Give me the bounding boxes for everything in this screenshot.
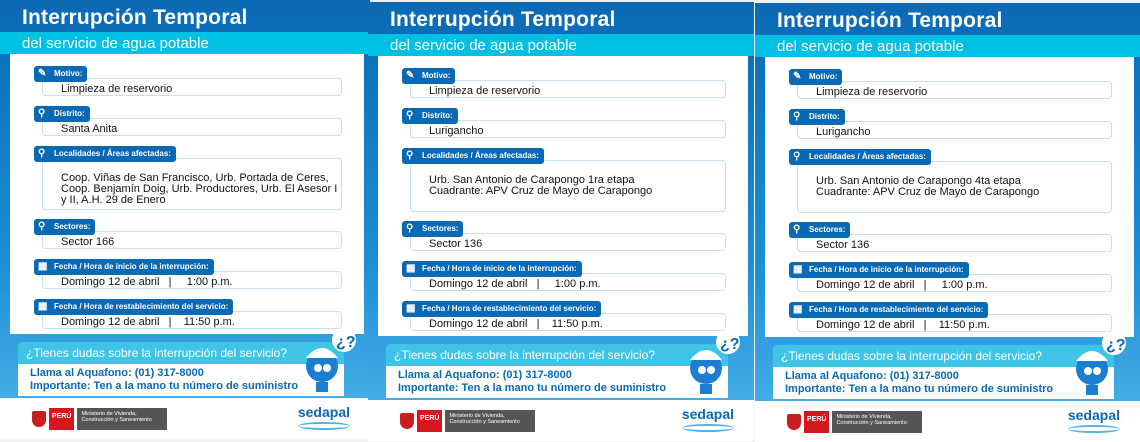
calendar-clock-icon: ▦ — [38, 301, 48, 312]
value-motivo: Limpieza de reservorio — [42, 78, 342, 96]
page-title: Interrupción Temporal — [777, 9, 1003, 32]
location-pin-icon: ⚲ — [38, 148, 46, 159]
value-restablecimiento: Domingo 12 de abril | 11:50 p.m. — [797, 314, 1112, 332]
help-question: ¿Tienes dudas sobre la interrupción del servicio? — [386, 344, 728, 366]
label-sectores: ⚲ Sectores: — [34, 219, 95, 235]
label-sectores: ⚲ Sectores: — [789, 222, 850, 238]
help-box — [773, 367, 1114, 399]
location-pin-icon: ⚲ — [38, 221, 46, 232]
svg-text:¿?: ¿? — [1106, 337, 1126, 354]
label-restablecimiento: ▦ Fecha / Hora de restablecimiento del servicio: — [789, 302, 988, 318]
peru-ministry-logo: PERÚ Ministerio de Vivienda, Construcción y Saneamiento — [787, 411, 922, 433]
phone-text: Llama al Aquafono: (01) 317-8000 — [30, 367, 204, 379]
help-question: ¿Tienes dudas sobre la interrupción del servicio? — [18, 342, 344, 364]
details-card — [10, 54, 364, 334]
label-inicio: ▦ Fecha / Hora de inicio de la interrupción: — [789, 262, 969, 278]
page-title: Interrupción Temporal — [390, 8, 616, 31]
sedapal-logo: sedapal — [298, 404, 350, 430]
value-inicio: Domingo 12 de abril | 1:00 p.m. — [42, 271, 342, 289]
notice-panel — [368, 2, 754, 441]
page-title: Interrupción Temporal — [22, 6, 248, 29]
calendar-clock-icon: ▦ — [406, 303, 416, 314]
clipboard-icon: ✎ — [406, 70, 415, 81]
details-card — [378, 56, 748, 336]
label-motivo: ✎ Motivo: — [34, 66, 87, 82]
phone-text: Llama al Aquafono: (01) 317-8000 — [398, 369, 572, 381]
value-inicio: Domingo 12 de abril | 1:00 p.m. — [410, 273, 726, 291]
footer — [0, 398, 370, 439]
svg-text:¿?: ¿? — [720, 336, 740, 353]
mascot-icon — [1068, 329, 1126, 399]
svg-text:¿?: ¿? — [336, 334, 356, 351]
coat-of-arms-icon — [787, 414, 801, 430]
location-pin-icon: ⚲ — [793, 111, 801, 122]
label-distrito: ⚲ Distrito: — [34, 106, 90, 122]
coat-of-arms-icon — [32, 411, 46, 427]
label-localidades: ⚲ Localidades / Áreas afectadas: — [34, 146, 176, 162]
help-box — [18, 364, 344, 396]
page-subtitle: del servicio de agua potable — [0, 32, 370, 54]
mascot-icon — [298, 326, 356, 396]
mascot-icon — [682, 328, 740, 398]
label-inicio: ▦ Fecha / Hora de inicio de la interrupción: — [34, 259, 214, 275]
location-pin-icon: ⚲ — [793, 224, 801, 235]
peru-ministry-logo: PERÚ Ministerio de Vivienda, Construcción y Saneamiento — [400, 410, 535, 432]
value-distrito: Lurigancho — [797, 121, 1112, 139]
label-distrito: ⚲ Distrito: — [402, 108, 458, 124]
calendar-clock-icon: ▦ — [793, 304, 803, 315]
value-distrito: Lurigancho — [410, 120, 726, 138]
value-localidades: Coop. Viñas de San Francisco, Urb. Portada de Ceres, Coop. Benjamín Doig, Urb. Productores, Urb. El Asesor I y II, A.H. 29 de Enero — [42, 158, 342, 210]
label-restablecimiento: ▦ Fecha / Hora de restablecimiento del servicio: — [402, 301, 601, 317]
label-restablecimiento: ▦ Fecha / Hora de restablecimiento del servicio: — [34, 299, 233, 315]
location-pin-icon: ⚲ — [793, 151, 801, 162]
help-box — [386, 366, 728, 398]
label-motivo: ✎ Motivo: — [789, 69, 842, 85]
location-pin-icon: ⚲ — [406, 223, 414, 234]
location-pin-icon: ⚲ — [38, 108, 46, 119]
sedapal-logo: sedapal — [682, 406, 734, 432]
location-pin-icon: ⚲ — [406, 150, 414, 161]
value-inicio: Domingo 12 de abril | 1:00 p.m. — [797, 274, 1112, 292]
label-localidades: ⚲ Localidades / Áreas afectadas: — [789, 149, 931, 165]
notice-panel — [755, 3, 1140, 442]
label-localidades: ⚲ Localidades / Áreas afectadas: — [402, 148, 544, 164]
value-sectores: Sector 136 — [797, 234, 1112, 252]
clipboard-icon: ✎ — [38, 68, 47, 79]
calendar-clock-icon: ▦ — [38, 261, 48, 272]
location-pin-icon: ⚲ — [406, 110, 414, 121]
value-sectores: Sector 136 — [410, 233, 726, 251]
notice-panel — [0, 0, 370, 439]
value-motivo: Limpieza de reservorio — [797, 81, 1112, 99]
note-text: Importante: Ten a la mano tu número de suministro — [398, 382, 667, 394]
details-card — [765, 57, 1134, 337]
value-localidades: Urb. San Antonio de Carapongo 1ra etapa Cuadrante: APV Cruz de Mayo de Carapongo — [410, 160, 726, 212]
page-subtitle: del servicio de agua potable — [755, 35, 1140, 57]
value-restablecimiento: Domingo 12 de abril | 11:50 p.m. — [42, 311, 342, 329]
help-question: ¿Tienes dudas sobre la interrupción del servicio? — [773, 345, 1114, 367]
label-sectores: ⚲ Sectores: — [402, 221, 463, 237]
note-text: Importante: Ten a la mano tu número de suministro — [785, 383, 1054, 395]
sedapal-logo: sedapal — [1068, 407, 1120, 433]
label-distrito: ⚲ Distrito: — [789, 109, 845, 125]
coat-of-arms-icon — [400, 413, 414, 429]
peru-ministry-logo: PERÚ Ministerio de Vivienda, Construcción y Saneamiento — [32, 408, 167, 430]
value-motivo: Limpieza de reservorio — [410, 80, 726, 98]
value-localidades: Urb. San Antonio de Carapongo 4ta etapa Cuadrante: APV Cruz de Mayo de Carapongo — [797, 161, 1112, 213]
phone-text: Llama al Aquafono: (01) 317-8000 — [785, 370, 959, 382]
label-inicio: ▦ Fecha / Hora de inicio de la interrupción: — [402, 261, 582, 277]
calendar-clock-icon: ▦ — [793, 264, 803, 275]
page-subtitle: del servicio de agua potable — [368, 34, 754, 56]
footer — [368, 400, 754, 441]
calendar-clock-icon: ▦ — [406, 263, 416, 274]
footer — [755, 401, 1140, 442]
note-text: Importante: Ten a la mano tu número de suministro — [30, 380, 299, 392]
value-restablecimiento: Domingo 12 de abril | 11:50 p.m. — [410, 313, 726, 331]
label-motivo: ✎ Motivo: — [402, 68, 455, 84]
clipboard-icon: ✎ — [793, 71, 802, 82]
value-distrito: Santa Anita — [42, 118, 342, 136]
value-sectores: Sector 166 — [42, 231, 342, 249]
